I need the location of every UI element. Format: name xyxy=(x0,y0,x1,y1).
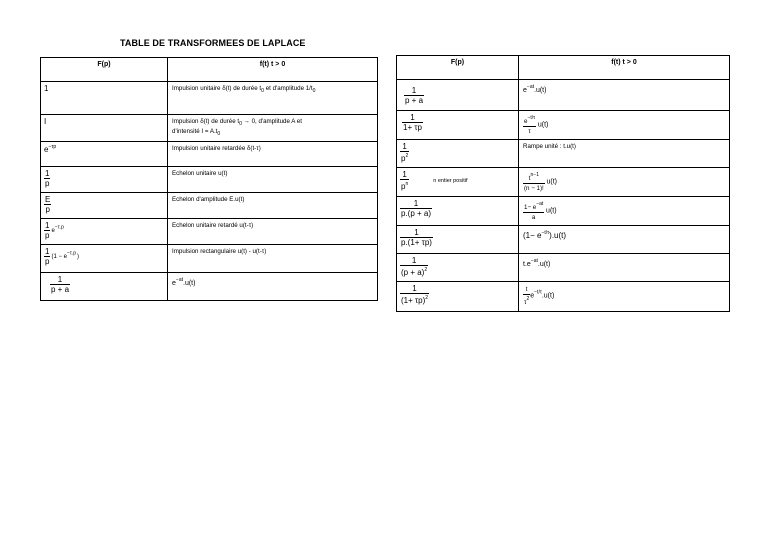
table-row xyxy=(41,167,378,193)
table-header-row xyxy=(397,56,730,80)
fp-cell xyxy=(397,140,519,168)
fraction: $\frac{1}{p.(p + a)}$ xyxy=(401,199,432,218)
fraction: $\frac{1}{p.(1+ \tau p)}$ xyxy=(401,228,432,247)
ft-cell: $\frac{t}{\tau^2}$ $e^{-t/\tau}.u(t)$ xyxy=(519,282,730,312)
fraction: $\frac{1}{(1+ \tau p)^2}$ xyxy=(401,284,429,305)
ft-cell: Echelon unitaire retardé u(t-τ) xyxy=(168,219,378,245)
ft-cell: Echelon unitaire u(t) xyxy=(168,167,378,193)
ft-cell: Impulsion rectangulaire u(t) - u(t-τ) xyxy=(168,245,378,273)
fp-cell: I xyxy=(41,115,168,142)
fraction: $\frac{1}{p + a}$ xyxy=(51,275,70,295)
table-row xyxy=(41,193,378,219)
table-row xyxy=(41,245,378,273)
fp-cell xyxy=(397,254,519,282)
fp-cell: $e^{-\tau p}$ xyxy=(41,142,168,167)
ft-cell: Echelon d'amplitude E.u(t) xyxy=(168,193,378,219)
fraction: $\frac{1}{1+ \tau p}$ xyxy=(403,113,422,132)
fraction: $\frac{e^{-t/\tau}}{\tau}$ xyxy=(524,115,536,135)
fp-cell xyxy=(397,80,519,111)
fraction: $\frac{E}{p}$ xyxy=(45,195,51,215)
fp-cell: 1 xyxy=(41,82,168,115)
table-row xyxy=(397,226,730,254)
fp-cell: $\frac{1}{p}$ $e^{-\tau.p}$ xyxy=(41,219,168,245)
fp-cell: $\frac{1}{p^n}$ n entier positif xyxy=(397,168,519,197)
table-row xyxy=(397,80,730,111)
table-row xyxy=(41,219,378,245)
fp-cell xyxy=(41,193,168,219)
fraction: $\frac{1}{p^2}$ xyxy=(401,142,409,163)
table-row xyxy=(397,197,730,226)
ft-cell: $\frac{1- e^{-at}}{a}$ u(t) xyxy=(519,197,730,226)
fp-cell xyxy=(397,197,519,226)
fraction: $\frac{1}{p}$ xyxy=(45,247,50,267)
page-title: TABLE DE TRANSFORMEES DE LAPLACE xyxy=(120,38,306,48)
fraction: $\frac{1}{p}$ xyxy=(45,221,50,241)
ft-cell: $t.e^{-at}.u(t)$ xyxy=(519,254,730,282)
header-ft: f(t) t > 0 xyxy=(519,56,730,80)
fp-cell xyxy=(41,167,168,193)
ft-cell: Impulsion unitaire δ(t) de durée $t_0$ et d'amplitude $1/t_0$ xyxy=(168,82,378,115)
fp-cell xyxy=(397,282,519,312)
laplace-table-right xyxy=(396,55,730,312)
fraction: $\frac{1- e^{-at}}{a}$ xyxy=(524,201,544,221)
ft-cell: $\frac{e^{-t/\tau}}{\tau}$ u(t) xyxy=(519,111,730,140)
table-row xyxy=(397,111,730,140)
ft-cell: $e^{-at}.u(t)$ xyxy=(519,80,730,111)
table-row xyxy=(41,273,378,301)
fraction: $\frac{1}{p + a}$ xyxy=(405,85,424,105)
ft-cell: Rampe unité : t.u(t) xyxy=(519,140,730,168)
fp-cell xyxy=(41,273,168,301)
table-row xyxy=(397,168,730,197)
fraction: $\frac{1}{(p + a)^2}$ xyxy=(401,256,428,277)
table-header-row xyxy=(41,58,378,82)
ft-cell: Impulsion δ(t) de durée $t_0 \to 0$, d'amplitude A et d'intensité $I = A.t_0$ xyxy=(168,115,378,142)
laplace-table-left xyxy=(40,57,378,301)
header-fp: F(p) xyxy=(397,56,519,80)
table-row xyxy=(41,82,378,115)
table-row xyxy=(397,282,730,312)
ft-cell: $\frac{t^{n-1}}{(n - 1)!}$ u(t) xyxy=(519,168,730,197)
ft-cell: $(1- e^{-t/\tau}).u(t)$ xyxy=(519,226,730,254)
fp-cell: $\frac{1}{p}$ $(1 - e^{-\tau.p})$ xyxy=(41,245,168,273)
ft-cell: Impulsion unitaire retardée δ(t-τ) xyxy=(168,142,378,167)
table-row xyxy=(397,140,730,168)
fraction: $\frac{1}{p}$ xyxy=(45,169,50,189)
fp-cell xyxy=(397,111,519,140)
header-fp: F(p) xyxy=(41,58,168,82)
fraction: $\frac{t}{\tau^2}$ xyxy=(524,286,530,306)
table-row xyxy=(397,254,730,282)
table-row xyxy=(41,115,378,142)
header-ft: f(t) t > 0 xyxy=(168,58,378,82)
table-row xyxy=(41,142,378,167)
ft-cell: $e^{-at}.u(t)$ xyxy=(168,273,378,301)
fp-cell xyxy=(397,226,519,254)
fraction: $\frac{1}{p^n}$ xyxy=(401,170,409,191)
fraction: $\frac{t^{n-1}}{(n - 1)!}$ xyxy=(524,172,544,192)
